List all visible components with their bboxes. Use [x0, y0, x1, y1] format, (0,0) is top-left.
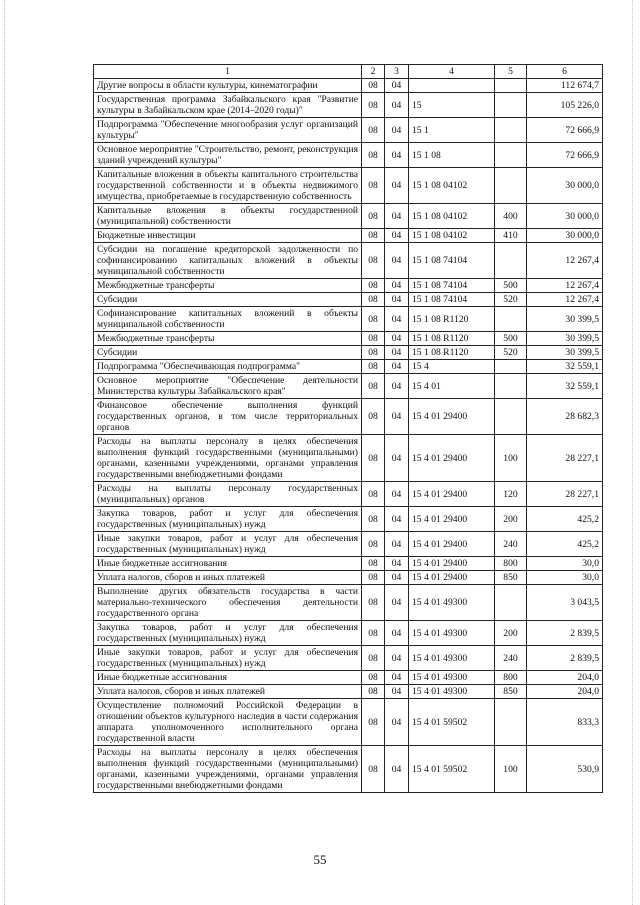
cell-section: 08: [362, 243, 385, 279]
cell-expense-type: 850: [495, 685, 527, 699]
cell-target-article: 15 4 01 59502: [409, 746, 495, 793]
cell-subsection: 04: [385, 557, 409, 571]
header-col-2: 2: [362, 65, 385, 79]
cell-expense-type: 120: [495, 482, 527, 507]
cell-amount: 2 839,5: [527, 621, 603, 646]
cell-name: Межбюджетные трансферты: [94, 332, 362, 346]
cell-subsection: 04: [385, 79, 409, 93]
cell-name: Расходы на выплаты персоналу в целях обеспечения выполнения функций государственными (муниципальными) органами, казенными учреждениями, органами управления государственными внебюджетными фондами: [94, 435, 362, 482]
cell-target-article: 15 1 08 R1120: [409, 332, 495, 346]
table-row: [94, 374, 603, 399]
cell-target-article: 15 4 01 29400: [409, 532, 495, 557]
page-number: 55: [313, 852, 327, 867]
table-header-row: [94, 65, 603, 79]
cell-expense-type: [495, 93, 527, 118]
cell-amount: 30 000,0: [527, 229, 603, 243]
cell-name: Уплата налогов, сборов и иных платежей: [94, 685, 362, 699]
budget-table: [93, 64, 603, 793]
cell-name: Другие вопросы в области культуры, кинематографии: [94, 79, 362, 93]
scan-edge-left: [4, 0, 6, 905]
cell-section: 08: [362, 229, 385, 243]
cell-subsection: 04: [385, 646, 409, 671]
table-row: [94, 746, 603, 793]
cell-subsection: 04: [385, 746, 409, 793]
cell-amount: 530,9: [527, 746, 603, 793]
cell-expense-type: 500: [495, 332, 527, 346]
cell-name: Подпрограмма "Обеспечивающая подпрограмма": [94, 360, 362, 374]
cell-amount: 30,0: [527, 557, 603, 571]
cell-amount: 28 227,1: [527, 482, 603, 507]
cell-expense-type: [495, 699, 527, 746]
cell-expense-type: 240: [495, 532, 527, 557]
cell-subsection: 04: [385, 435, 409, 482]
table-row: [94, 307, 603, 332]
cell-section: 08: [362, 293, 385, 307]
cell-section: 08: [362, 332, 385, 346]
cell-section: 08: [362, 279, 385, 293]
cell-target-article: 15 1 08 74104: [409, 279, 495, 293]
cell-name: Расходы на выплаты персоналу в целях обеспечения выполнения функций государственными (муниципальными) органами, казенными учреждениями, органами управления государственными внебюджетными фондами: [94, 746, 362, 793]
cell-expense-type: [495, 143, 527, 168]
cell-amount: 105 226,0: [527, 93, 603, 118]
cell-name: Иные закупки товаров, работ и услуг для обеспечения государственных (муниципальных) нужд: [94, 532, 362, 557]
cell-name: Иные бюджетные ассигнования: [94, 671, 362, 685]
cell-target-article: 15 1 08 04102: [409, 168, 495, 204]
cell-amount: 72 666,9: [527, 118, 603, 143]
cell-section: 08: [362, 671, 385, 685]
cell-target-article: 15 1 08 74104: [409, 243, 495, 279]
cell-name: Подпрограмма "Обеспечение многообразия услуг организаций культуры": [94, 118, 362, 143]
cell-name: Межбюджетные трансферты: [94, 279, 362, 293]
cell-name: Софинансирование капитальных вложений в объекты муниципальной собственности: [94, 307, 362, 332]
header-col-6: 6: [527, 65, 603, 79]
cell-amount: 12 267,4: [527, 279, 603, 293]
cell-subsection: 04: [385, 360, 409, 374]
cell-amount: 30 000,0: [527, 204, 603, 229]
cell-subsection: 04: [385, 143, 409, 168]
cell-amount: 2 839,5: [527, 646, 603, 671]
header-col-1: 1: [94, 65, 362, 79]
cell-subsection: 04: [385, 621, 409, 646]
table-row: [94, 685, 603, 699]
header-col-5: 5: [495, 65, 527, 79]
table-row: [94, 293, 603, 307]
cell-subsection: 04: [385, 346, 409, 360]
cell-subsection: 04: [385, 307, 409, 332]
cell-section: 08: [362, 79, 385, 93]
table-row: [94, 229, 603, 243]
cell-expense-type: [495, 360, 527, 374]
cell-target-article: 15 4 01 29400: [409, 435, 495, 482]
cell-name: Основное мероприятие "Строительство, ремонт, реконструкция зданий учреждений культуры": [94, 143, 362, 168]
cell-expense-type: 240: [495, 646, 527, 671]
cell-name: Субсидии: [94, 293, 362, 307]
cell-subsection: 04: [385, 399, 409, 435]
table-row: [94, 621, 603, 646]
cell-amount: 425,2: [527, 507, 603, 532]
cell-amount: 833,3: [527, 699, 603, 746]
table-row: [94, 435, 603, 482]
cell-target-article: 15 4 01 49300: [409, 685, 495, 699]
cell-amount: 30 399,5: [527, 307, 603, 332]
cell-target-article: 15 4 01 59502: [409, 699, 495, 746]
cell-name: Финансовое обеспечение выполнения функций государственных органов, в том числе территориальных органов: [94, 399, 362, 435]
cell-subsection: 04: [385, 671, 409, 685]
table-row: [94, 168, 603, 204]
header-col-3: 3: [385, 65, 409, 79]
table-row: [94, 585, 603, 621]
table-row: [94, 346, 603, 360]
table-row: [94, 79, 603, 93]
cell-name: Осуществление полномочий Российской Федерации в отношении объектов культурного наследия в части содержания аппарата уполномоченного исполнительного органа государственной власти: [94, 699, 362, 746]
cell-section: 08: [362, 699, 385, 746]
cell-expense-type: 100: [495, 746, 527, 793]
cell-name: Капитальные вложения в объекты капитального строительства государственной собственности и в объекты недвижимого имущества, приобретаемые в государственную собственность: [94, 168, 362, 204]
cell-section: 08: [362, 360, 385, 374]
cell-target-article: 15 4 01 29400: [409, 571, 495, 585]
table-row: [94, 557, 603, 571]
cell-section: 08: [362, 143, 385, 168]
cell-target-article: 15 4 01 29400: [409, 507, 495, 532]
table-row: [94, 399, 603, 435]
cell-expense-type: 410: [495, 229, 527, 243]
cell-section: 08: [362, 346, 385, 360]
cell-amount: 28 682,3: [527, 399, 603, 435]
cell-subsection: 04: [385, 482, 409, 507]
cell-subsection: 04: [385, 585, 409, 621]
cell-expense-type: [495, 374, 527, 399]
cell-name: Капитальные вложения в объекты государственной (муниципальной) собственности: [94, 204, 362, 229]
cell-section: 08: [362, 118, 385, 143]
cell-section: 08: [362, 307, 385, 332]
cell-expense-type: [495, 243, 527, 279]
table-row: [94, 646, 603, 671]
cell-target-article: 15 4 01 29400: [409, 482, 495, 507]
table-row: [94, 118, 603, 143]
cell-section: 08: [362, 507, 385, 532]
cell-name: Уплата налогов, сборов и иных платежей: [94, 571, 362, 585]
cell-section: 08: [362, 374, 385, 399]
cell-target-article: 15 1 08 R1120: [409, 307, 495, 332]
table-row: [94, 93, 603, 118]
cell-expense-type: 100: [495, 435, 527, 482]
cell-name: Субсидии: [94, 346, 362, 360]
cell-expense-type: 800: [495, 671, 527, 685]
cell-subsection: 04: [385, 118, 409, 143]
table-row: [94, 532, 603, 557]
cell-amount: 30,0: [527, 571, 603, 585]
cell-expense-type: [495, 168, 527, 204]
cell-section: 08: [362, 571, 385, 585]
cell-target-article: 15 1: [409, 118, 495, 143]
cell-target-article: 15 4 01 29400: [409, 399, 495, 435]
cell-amount: 112 674,7: [527, 79, 603, 93]
cell-expense-type: 520: [495, 293, 527, 307]
cell-subsection: 04: [385, 93, 409, 118]
cell-name: Основное мероприятие "Обеспечение деятельности Министерства культуры Забайкальского края": [94, 374, 362, 399]
cell-subsection: 04: [385, 699, 409, 746]
cell-expense-type: 200: [495, 507, 527, 532]
cell-target-article: 15 4: [409, 360, 495, 374]
cell-expense-type: 850: [495, 571, 527, 585]
cell-subsection: 04: [385, 532, 409, 557]
cell-amount: 30 399,5: [527, 346, 603, 360]
cell-section: 08: [362, 482, 385, 507]
cell-expense-type: 800: [495, 557, 527, 571]
cell-target-article: 15 1 08 R1120: [409, 346, 495, 360]
cell-expense-type: [495, 79, 527, 93]
cell-amount: 72 666,9: [527, 143, 603, 168]
cell-expense-type: 400: [495, 204, 527, 229]
cell-expense-type: [495, 585, 527, 621]
table-row: [94, 699, 603, 746]
table-row: [94, 204, 603, 229]
cell-section: 08: [362, 685, 385, 699]
table-row: [94, 671, 603, 685]
cell-section: 08: [362, 532, 385, 557]
cell-amount: 28 227,1: [527, 435, 603, 482]
cell-expense-type: 200: [495, 621, 527, 646]
cell-subsection: 04: [385, 685, 409, 699]
cell-name: Иные бюджетные ассигнования: [94, 557, 362, 571]
cell-target-article: 15 4 01 49300: [409, 671, 495, 685]
cell-amount: 32 559,1: [527, 374, 603, 399]
cell-target-article: 15 1 08 74104: [409, 293, 495, 307]
table-row: [94, 243, 603, 279]
cell-section: 08: [362, 557, 385, 571]
cell-amount: 204,0: [527, 685, 603, 699]
cell-section: 08: [362, 204, 385, 229]
cell-subsection: 04: [385, 571, 409, 585]
cell-amount: 204,0: [527, 671, 603, 685]
cell-amount: 32 559,1: [527, 360, 603, 374]
cell-target-article: 15 4 01 49300: [409, 621, 495, 646]
cell-section: 08: [362, 435, 385, 482]
cell-name: Закупка товаров, работ и услуг для обеспечения государственных (муниципальных) нужд: [94, 507, 362, 532]
cell-section: 08: [362, 168, 385, 204]
cell-name: Закупка товаров, работ и услуг для обеспечения государственных (муниципальных) нужд: [94, 621, 362, 646]
cell-subsection: 04: [385, 332, 409, 346]
cell-subsection: 04: [385, 204, 409, 229]
cell-expense-type: 520: [495, 346, 527, 360]
cell-target-article: 15 4 01 49300: [409, 646, 495, 671]
cell-section: 08: [362, 646, 385, 671]
cell-target-article: 15 4 01: [409, 374, 495, 399]
table-row: [94, 332, 603, 346]
cell-expense-type: [495, 118, 527, 143]
cell-amount: 3 043,5: [527, 585, 603, 621]
cell-target-article: 15 1 08 04102: [409, 204, 495, 229]
cell-expense-type: [495, 307, 527, 332]
cell-subsection: 04: [385, 374, 409, 399]
cell-name: Иные закупки товаров, работ и услуг для обеспечения государственных (муниципальных) нужд: [94, 646, 362, 671]
cell-name: Выполнение других обязательств государства в части материально-технического обеспечения деятельности государственного органа: [94, 585, 362, 621]
cell-subsection: 04: [385, 507, 409, 532]
cell-section: 08: [362, 585, 385, 621]
cell-subsection: 04: [385, 229, 409, 243]
cell-subsection: 04: [385, 168, 409, 204]
cell-amount: 30 000,0: [527, 168, 603, 204]
table-body: [94, 79, 603, 793]
cell-amount: 12 267,4: [527, 243, 603, 279]
table-row: [94, 482, 603, 507]
cell-section: 08: [362, 746, 385, 793]
cell-name: Расходы на выплаты персоналу государственных (муниципальных) органов: [94, 482, 362, 507]
header-col-4: 4: [409, 65, 495, 79]
table-row: [94, 360, 603, 374]
cell-name: Бюджетные инвестиции: [94, 229, 362, 243]
cell-target-article: 15 1 08 04102: [409, 229, 495, 243]
table-row: [94, 507, 603, 532]
cell-expense-type: [495, 399, 527, 435]
cell-target-article: 15 1 08: [409, 143, 495, 168]
cell-target-article: 15 4 01 29400: [409, 557, 495, 571]
cell-name: Государственная программа Забайкальского края "Развитие культуры в Забайкальском крае (2014–2020 годы)": [94, 93, 362, 118]
cell-section: 08: [362, 399, 385, 435]
cell-section: 08: [362, 621, 385, 646]
cell-expense-type: 500: [495, 279, 527, 293]
cell-target-article: 15 4 01 49300: [409, 585, 495, 621]
cell-target-article: [409, 79, 495, 93]
cell-target-article: 15: [409, 93, 495, 118]
cell-subsection: 04: [385, 293, 409, 307]
cell-subsection: 04: [385, 279, 409, 293]
table-row: [94, 143, 603, 168]
scan-edge-right: [632, 0, 634, 905]
cell-amount: 12 267,4: [527, 293, 603, 307]
table-row: [94, 279, 603, 293]
table-row: [94, 571, 603, 585]
cell-amount: 425,2: [527, 532, 603, 557]
cell-subsection: 04: [385, 243, 409, 279]
cell-amount: 30 399,5: [527, 332, 603, 346]
cell-name: Субсидии на погашение кредиторской задолженности по софинансированию капитальных вложений в объекты муниципальной собственности: [94, 243, 362, 279]
cell-section: 08: [362, 93, 385, 118]
